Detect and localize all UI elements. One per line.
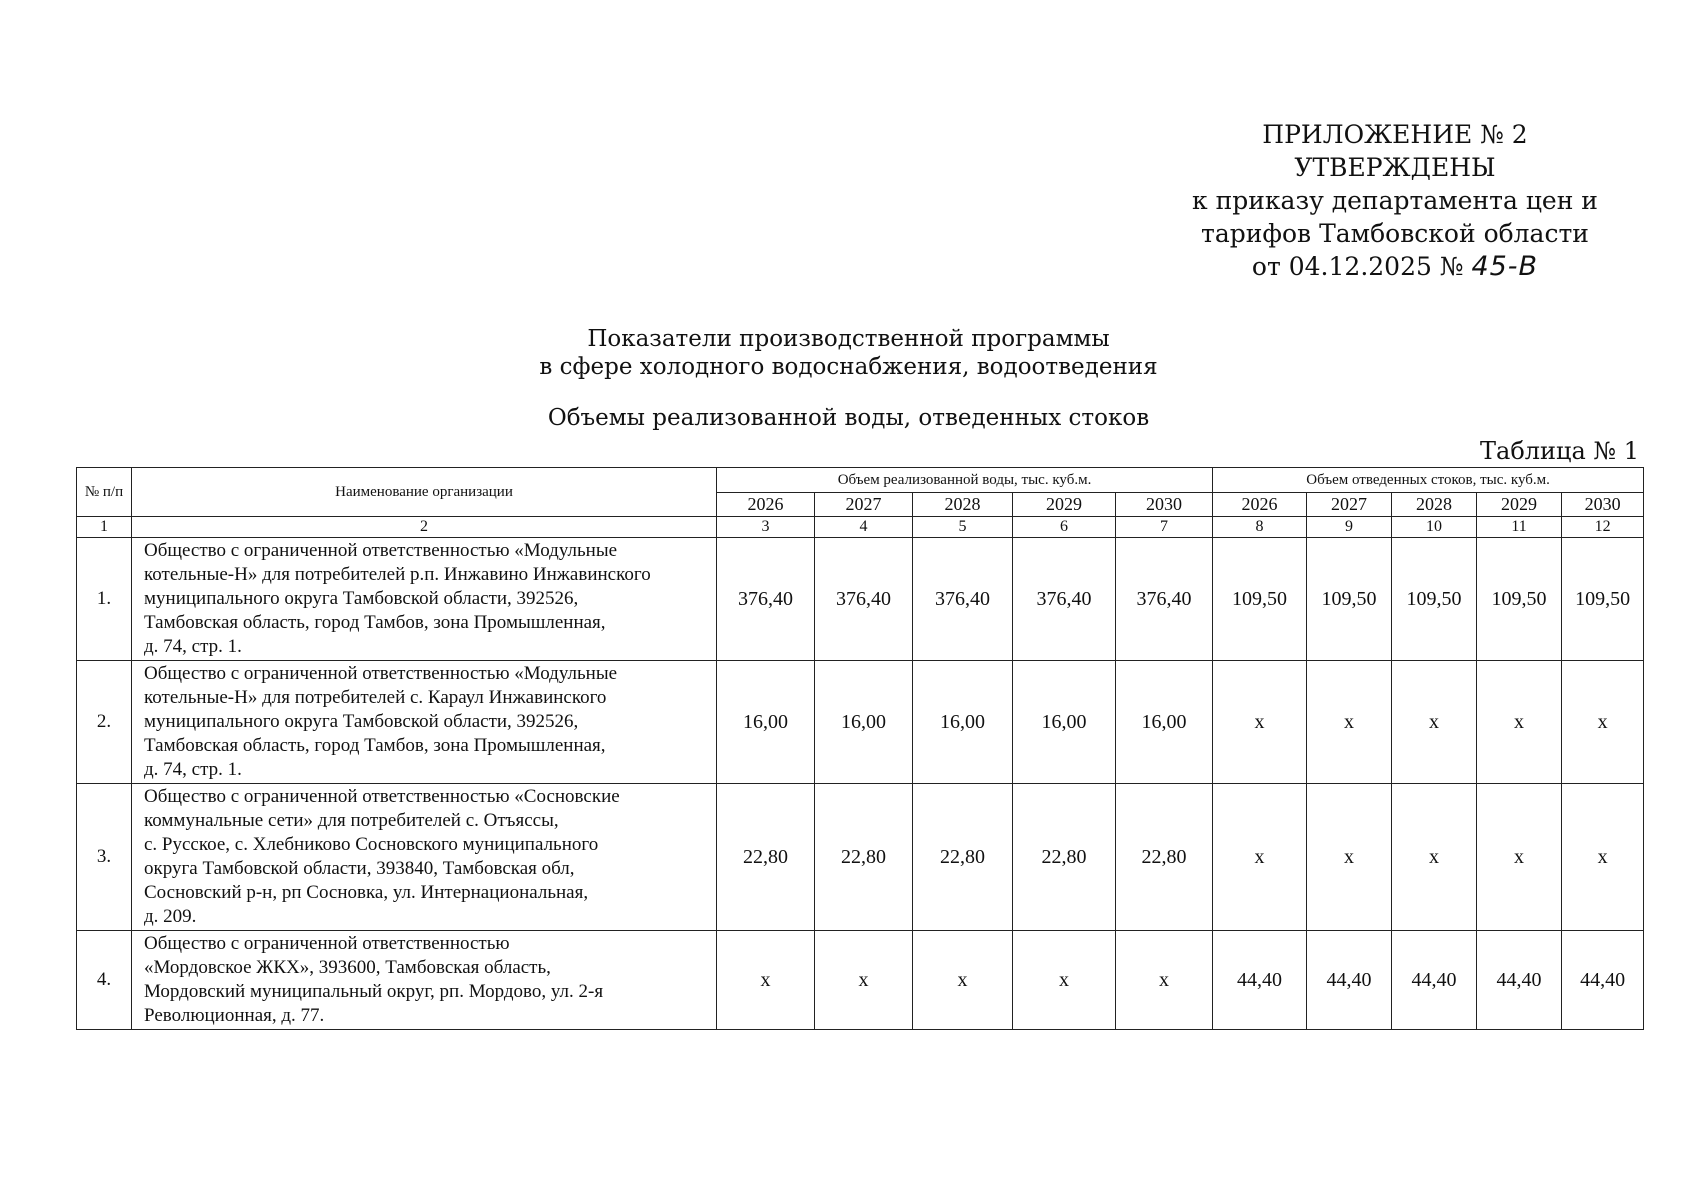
table-row	[77, 538, 1644, 661]
water-value: 376,40	[717, 538, 815, 661]
column-number: 6	[1013, 517, 1116, 538]
sewage-value: 44,40	[1392, 931, 1477, 1030]
org-name-line: Общество с ограниченной ответственностью «Модульные	[144, 663, 618, 684]
water-value: 16,00	[1116, 661, 1213, 784]
water-value: х	[717, 931, 815, 1030]
sewage-value: 44,40	[1307, 931, 1392, 1030]
organization-name	[132, 538, 717, 661]
header-sewage-year: 2029	[1477, 493, 1562, 517]
table-row	[77, 661, 1644, 784]
org-name-line: д. 74, стр. 1.	[144, 759, 242, 780]
sewage-value: 109,50	[1392, 538, 1477, 661]
sewage-value: 109,50	[1477, 538, 1562, 661]
organization-name	[132, 784, 717, 931]
org-name-line: Тамбовская область, город Тамбов, зона Промышленная,	[144, 735, 606, 756]
water-value: 22,80	[1116, 784, 1213, 931]
org-name-line: «Мордовское ЖКХ», 393600, Тамбовская область,	[144, 957, 551, 978]
sewage-value: х	[1213, 784, 1307, 931]
sewage-value: х	[1562, 661, 1644, 784]
column-number: 7	[1116, 517, 1213, 538]
water-value: 16,00	[717, 661, 815, 784]
column-number: 4	[815, 517, 913, 538]
sewage-value: 109,50	[1562, 538, 1644, 661]
sewage-value: х	[1392, 661, 1477, 784]
document-subtitle: Объемы реализованной воды, отведенных стоков	[547, 405, 1150, 431]
water-value: 16,00	[1013, 661, 1116, 784]
column-number: 3	[717, 517, 815, 538]
sewage-value: 44,40	[1477, 931, 1562, 1030]
sewage-value: х	[1477, 661, 1562, 784]
approved-label: УТВЕРЖДЕНЫ	[1294, 153, 1496, 182]
header-water-year: 2028	[913, 493, 1013, 517]
title-line-1: Показатели производственной программы	[587, 326, 1110, 352]
org-name-line: Общество с ограниченной ответственностью «Модульные	[144, 540, 618, 561]
order-line-2: тарифов Тамбовской области	[1201, 219, 1589, 248]
row-number: 4.	[77, 931, 132, 1030]
order-line-1: к приказу департамента цен и	[1192, 186, 1598, 215]
row-number: 3.	[77, 784, 132, 931]
org-name-line: Революционная, д. 77.	[144, 1005, 325, 1026]
header-water-year: 2027	[815, 493, 913, 517]
org-name-line: с. Русское, с. Хлебниково Сосновского муниципального	[144, 834, 599, 855]
column-number: 5	[913, 517, 1013, 538]
header-water-year: 2029	[1013, 493, 1116, 517]
header-water-group: Объем реализованной воды, тыс. куб.м.	[717, 468, 1213, 493]
water-value: 376,40	[1013, 538, 1116, 661]
sewage-value: 109,50	[1213, 538, 1307, 661]
org-name-line: коммунальные сети» для потребителей с. Отъяссы,	[144, 810, 559, 831]
water-value: х	[815, 931, 913, 1030]
column-number: 10	[1392, 517, 1477, 538]
water-value: 376,40	[1116, 538, 1213, 661]
org-name-line: Тамбовская область, город Тамбов, зона Промышленная,	[144, 612, 606, 633]
water-value: 22,80	[717, 784, 815, 931]
title-line-2: в сфере холодного водоснабжения, водоотведения	[539, 354, 1158, 380]
org-name-line: округа Тамбовской области, 393840, Тамбовская обл,	[144, 858, 575, 879]
water-value: 376,40	[815, 538, 913, 661]
org-name-line: муниципального округа Тамбовской области, 392526,	[144, 588, 579, 609]
water-value: 22,80	[913, 784, 1013, 931]
order-number-handwritten: 45-В	[1471, 251, 1539, 282]
water-value: х	[913, 931, 1013, 1030]
appendix-label: ПРИЛОЖЕНИЕ № 2	[1262, 120, 1528, 149]
header-num: № п/п	[77, 468, 132, 517]
org-name-line: Мордовский муниципальный округ, рп. Мордово, ул. 2-я	[144, 981, 604, 1002]
sewage-value: х	[1213, 661, 1307, 784]
organization-name	[132, 931, 717, 1030]
org-name-line: д. 209.	[144, 906, 197, 927]
table-row	[77, 931, 1644, 1030]
order-date: от 04.12.2025 №	[1251, 252, 1464, 281]
header-sewage-year: 2030	[1562, 493, 1644, 517]
column-number: 1	[77, 517, 132, 538]
water-value: 16,00	[815, 661, 913, 784]
document-title	[0, 325, 1697, 381]
header-water-year: 2026	[717, 493, 815, 517]
column-number: 8	[1213, 517, 1307, 538]
table-row	[77, 784, 1644, 931]
org-name-line: котельные-Н» для потребителей р.п. Инжавино Инжавинского	[144, 564, 651, 585]
water-value: 16,00	[913, 661, 1013, 784]
row-number: 1.	[77, 538, 132, 661]
row-number: 2.	[77, 661, 132, 784]
sewage-value: х	[1562, 784, 1644, 931]
column-number: 11	[1477, 517, 1562, 538]
water-value: 376,40	[913, 538, 1013, 661]
header-sewage-year: 2028	[1392, 493, 1477, 517]
column-number: 2	[132, 517, 717, 538]
sewage-value: х	[1307, 661, 1392, 784]
sewage-value: 109,50	[1307, 538, 1392, 661]
org-name-line: котельные-Н» для потребителей с. Караул Инжавинского	[144, 687, 607, 708]
org-name-line: муниципального округа Тамбовской области, 392526,	[144, 711, 579, 732]
approval-block	[1185, 118, 1605, 283]
header-name: Наименование организации	[132, 468, 717, 517]
column-number: 12	[1562, 517, 1644, 538]
sewage-value: 44,40	[1213, 931, 1307, 1030]
header-sewage-year: 2027	[1307, 493, 1392, 517]
org-name-line: Общество с ограниченной ответственностью	[144, 933, 510, 954]
table-label: Таблица № 1	[1480, 437, 1639, 465]
header-sewage-group: Объем отведенных стоков, тыс. куб.м.	[1213, 468, 1644, 493]
org-name-line: Общество с ограниченной ответственностью «Сосновские	[144, 786, 620, 807]
sewage-value: х	[1477, 784, 1562, 931]
water-value: х	[1116, 931, 1213, 1030]
indicators-table	[76, 467, 1644, 1030]
water-value: 22,80	[815, 784, 913, 931]
org-name-line: Сосновский р-н, рп Сосновка, ул. Интернациональная,	[144, 882, 589, 903]
header-sewage-year: 2026	[1213, 493, 1307, 517]
org-name-line: д. 74, стр. 1.	[144, 636, 242, 657]
water-value: 22,80	[1013, 784, 1116, 931]
column-number-row	[77, 517, 1644, 538]
column-number: 9	[1307, 517, 1392, 538]
header-water-year: 2030	[1116, 493, 1213, 517]
water-value: х	[1013, 931, 1116, 1030]
sewage-value: 44,40	[1562, 931, 1644, 1030]
organization-name	[132, 661, 717, 784]
sewage-value: х	[1392, 784, 1477, 931]
sewage-value: х	[1307, 784, 1392, 931]
order-date-line	[1185, 250, 1605, 283]
